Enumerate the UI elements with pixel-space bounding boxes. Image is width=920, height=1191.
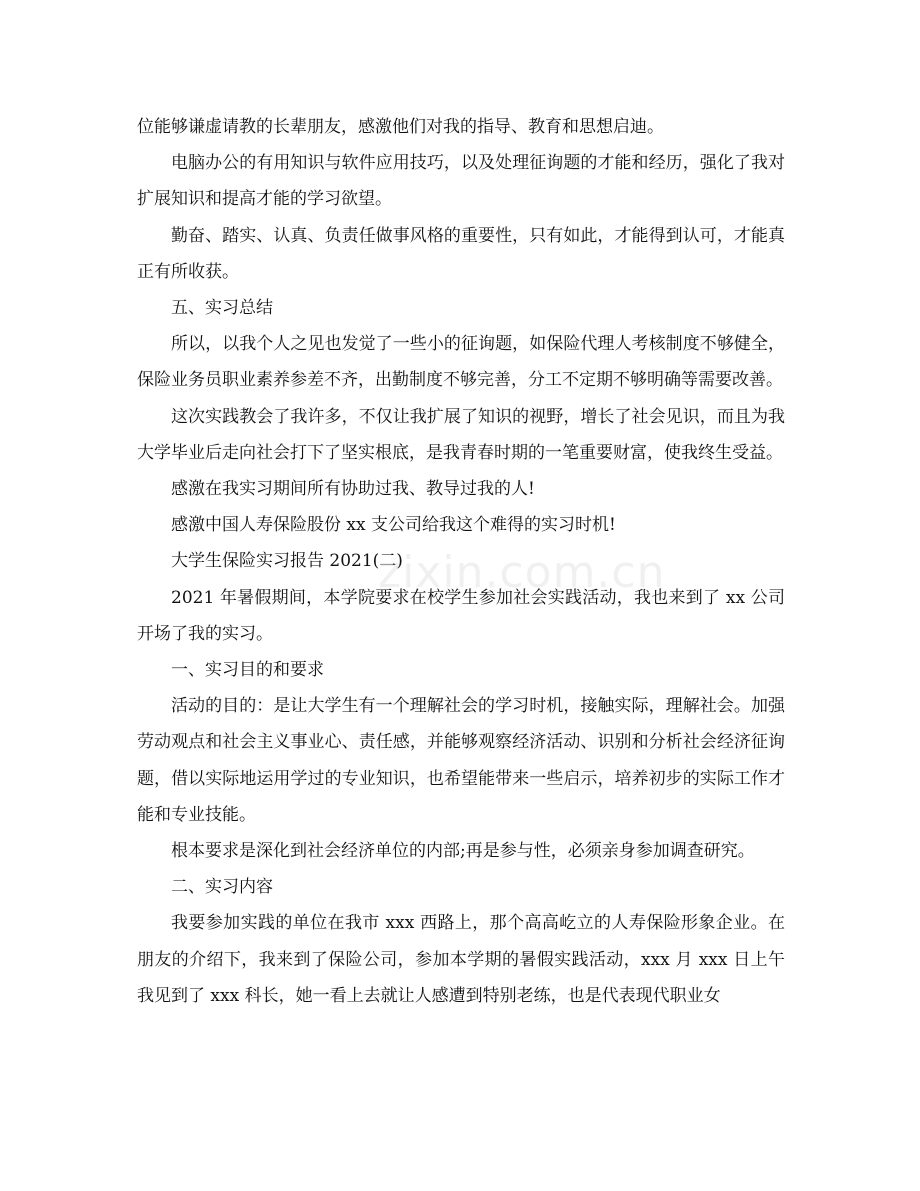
paragraph-11: 我要参加实践的单位在我市 xxx 西路上，那个高高屹立的人寿保险形象企业。在朋友的介绍下，我来到了保险公司，参加本学期的暑假实践活动，xxx 月 xxx 日上午我见到了 xxx 科长，她一看上去就让人感遭到特别老练，也是代表现代职业女 bbox=[137, 913, 785, 1006]
document-page bbox=[137, 109, 785, 1014]
report-title: 大学生保险实习报告 2021(二) bbox=[171, 551, 403, 572]
paragraph-4: 所以，以我个人之见也发觉了一些小的征询题，如保险代理人考核制度不够健全，保险业务员职业素养参差不齐，出勤制度不够完善，分工不定期不够明确等需要改善。 bbox=[137, 334, 785, 391]
paragraph-3: 勤奋、踏实、认真、负责任做事风格的重要性，只有如此，才能得到认可，才能真正有所收获。 bbox=[137, 225, 785, 282]
section-heading-content: 二、实习内容 bbox=[171, 877, 273, 898]
paragraph-9: 活动的目的：是让大学生有一个理解社会的学习时机，接触实际，理解社会。加强劳动观点和社会主义事业心、责任感，并能够观察经济活动、识别和分析社会经济征询题，借以实际地运用学过的专业知识，也希望能带来一些启示，培养初步的实际工作才能和专业技能。 bbox=[137, 696, 785, 825]
paragraph-2: 电脑办公的有用知识与软件应用技巧，以及处理征询题的才能和经历，强化了我对扩展知识和提高才能的学习欲望。 bbox=[137, 153, 785, 210]
section-heading-summary: 五、实习总结 bbox=[171, 298, 273, 319]
paragraph-10: 根本要求是深化到社会经济单位的内部;再是参与性，必须亲身参加调查研究。 bbox=[171, 841, 755, 862]
paragraph-8: 2021 年暑假期间，本学院要求在校学生参加社会实践活动，我也来到了 xx 公司开场了我的实习。 bbox=[137, 587, 785, 644]
paragraph-1: 位能够谦虚请教的长辈朋友，感激他们对我的指导、教育和思想启迪。 bbox=[137, 117, 664, 137]
paragraph-5: 这次实践教会了我许多，不仅让我扩展了知识的视野，增长了社会见识，而且为我大学毕业后走向社会打下了坚实根底，是我青春时期的一笔重要财富，使我终生受益。 bbox=[137, 406, 785, 463]
paragraph-7: 感激中国人寿保险股份 xx 支公司给我这个难得的实习时机! bbox=[171, 515, 616, 536]
section-heading-purpose: 一、实习目的和要求 bbox=[171, 660, 324, 681]
paragraph-6: 感激在我实习期间所有协助过我、教导过我的人! bbox=[171, 479, 535, 500]
watermark: zixin.com.cn bbox=[378, 547, 666, 598]
